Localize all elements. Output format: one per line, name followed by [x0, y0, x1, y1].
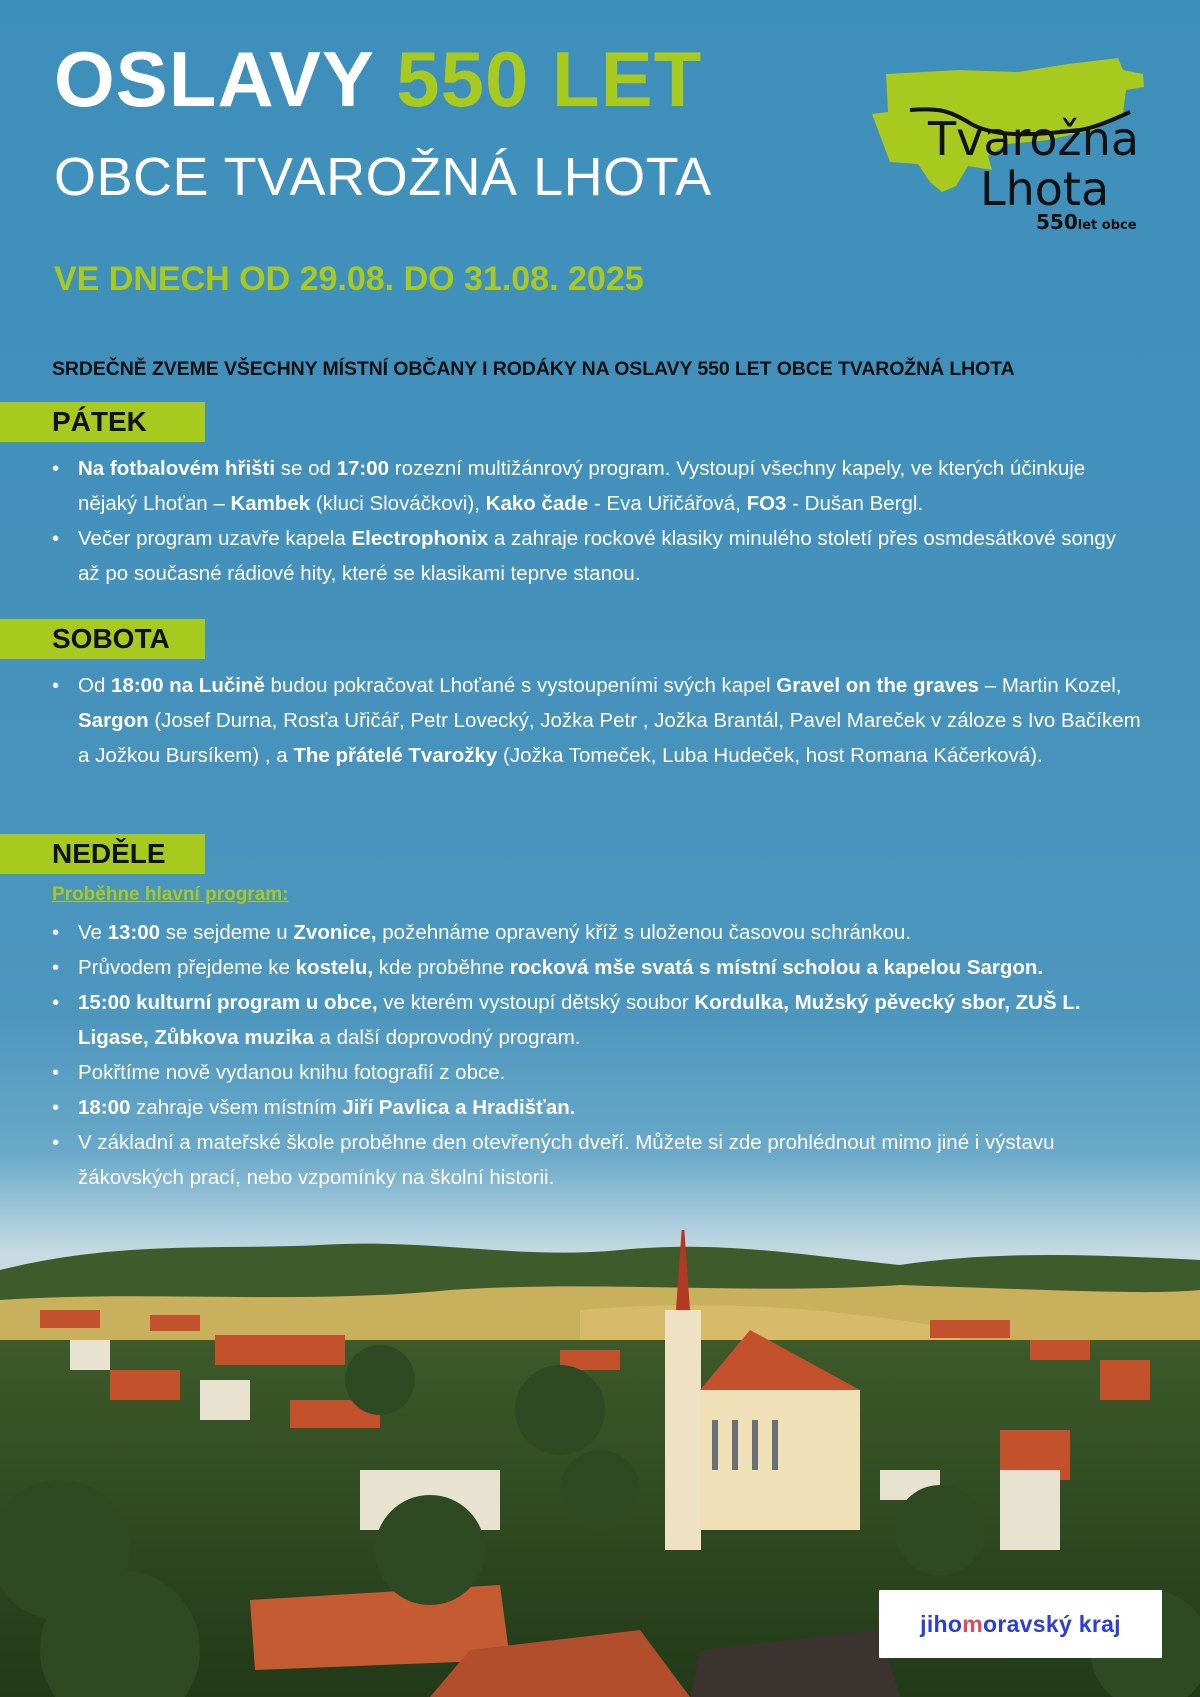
jihomoravsky-kraj-logo: jiho m oravský kraj	[879, 1590, 1162, 1658]
program-item: • 18:00 zahraje všem místním Jiří Pavlica a Hradišťan.	[52, 1090, 1152, 1125]
logo-line1: Tvarožna	[928, 112, 1140, 166]
village-logo	[868, 52, 1148, 242]
day-badge-saturday: SOBOTA	[0, 619, 205, 659]
day-badge-sunday: NEDĚLE	[0, 834, 205, 874]
program-item: • Od 18:00 na Lučině budou pokračovat Lhoťané s vystoupeními svých kapel Gravel on the graves – Martin Kozel, Sargon (Josef Durna, Rosťa Uřičář, Petr Lovecký, Jožka Petr , Jožka Brantál, Pavel Mareček v záloze s Ivo Bačíkem a Jožkou Bursíkem) , a The přátelé Tvarožky (Jožka Tomeček, Luba Hudeček, host Romana Káčerková).	[52, 668, 1152, 773]
invitation-text: SRDEČNĚ ZVEME VŠECHNY MÍSTNÍ OBČANY I RODÁKY NA OSLAVY 550 LET OBCE TVAROŽNÁ LHOTA	[52, 358, 1015, 380]
program-item: • Večer program uzavře kapela Electrophonix a zahraje rockové klasiky minulého století přes osmdesátkové songy až po současné rádiové hity, které se klasikami teprve stanou.	[52, 521, 1132, 591]
title-white: OSLAVY	[54, 35, 374, 123]
program-item: • Pokřtíme nově vydanou knihu fotografií z obce.	[52, 1055, 1152, 1090]
day-badge-friday: PÁTEK	[0, 402, 205, 442]
program-item: • Na fotbalovém hřišti se od 17:00 rozezní multižánrový program. Vystoupí všechny kapely, ve kterých účinkuje nějaký Lhoťan – Kambek (kluci Slováčkovi), Kako čade - Eva Uřičářová, FO3 - Dušan Bergl.	[52, 451, 1132, 521]
program-item: • Ve 13:00 se sejdeme u Zvonice, požehnáme opravený kříž s uloženou časovou schránkou.	[52, 915, 1152, 950]
saturday-program-list	[52, 668, 1152, 773]
friday-program-list	[52, 451, 1132, 591]
program-item: • 15:00 kulturní program u obce, ve kterém vystoupí dětský soubor Kordulka, Mužský pěvecký sbor, ZUŠ L. Ligase, Zůbkova muzika a další doprovodný program.	[52, 985, 1152, 1055]
logo-line2: Lhota	[980, 162, 1110, 216]
sunday-program-list	[52, 915, 1152, 1195]
title-green: 550 LET	[396, 35, 703, 123]
sunday-subheading: Proběhne hlavní program:	[52, 884, 289, 905]
subtitle: OBCE TVAROŽNÁ LHOTA	[54, 147, 712, 207]
program-item: • Průvodem přejdeme ke kostelu, kde proběhne rocková mše svatá s místní scholou a kapelou Sargon.	[52, 950, 1152, 985]
event-dates: VE DNECH OD 29.08. DO 31.08. 2025	[54, 260, 644, 298]
logo-anniversary: 550let obce	[1036, 210, 1137, 234]
program-item: • V základní a mateřské škole proběhne den otevřených dveří. Můžete si zde prohlédnout mimo jiné i výstavu žákovských prací, nebo vzpomínky na školní historii.	[52, 1125, 1152, 1195]
main-title	[54, 35, 703, 123]
